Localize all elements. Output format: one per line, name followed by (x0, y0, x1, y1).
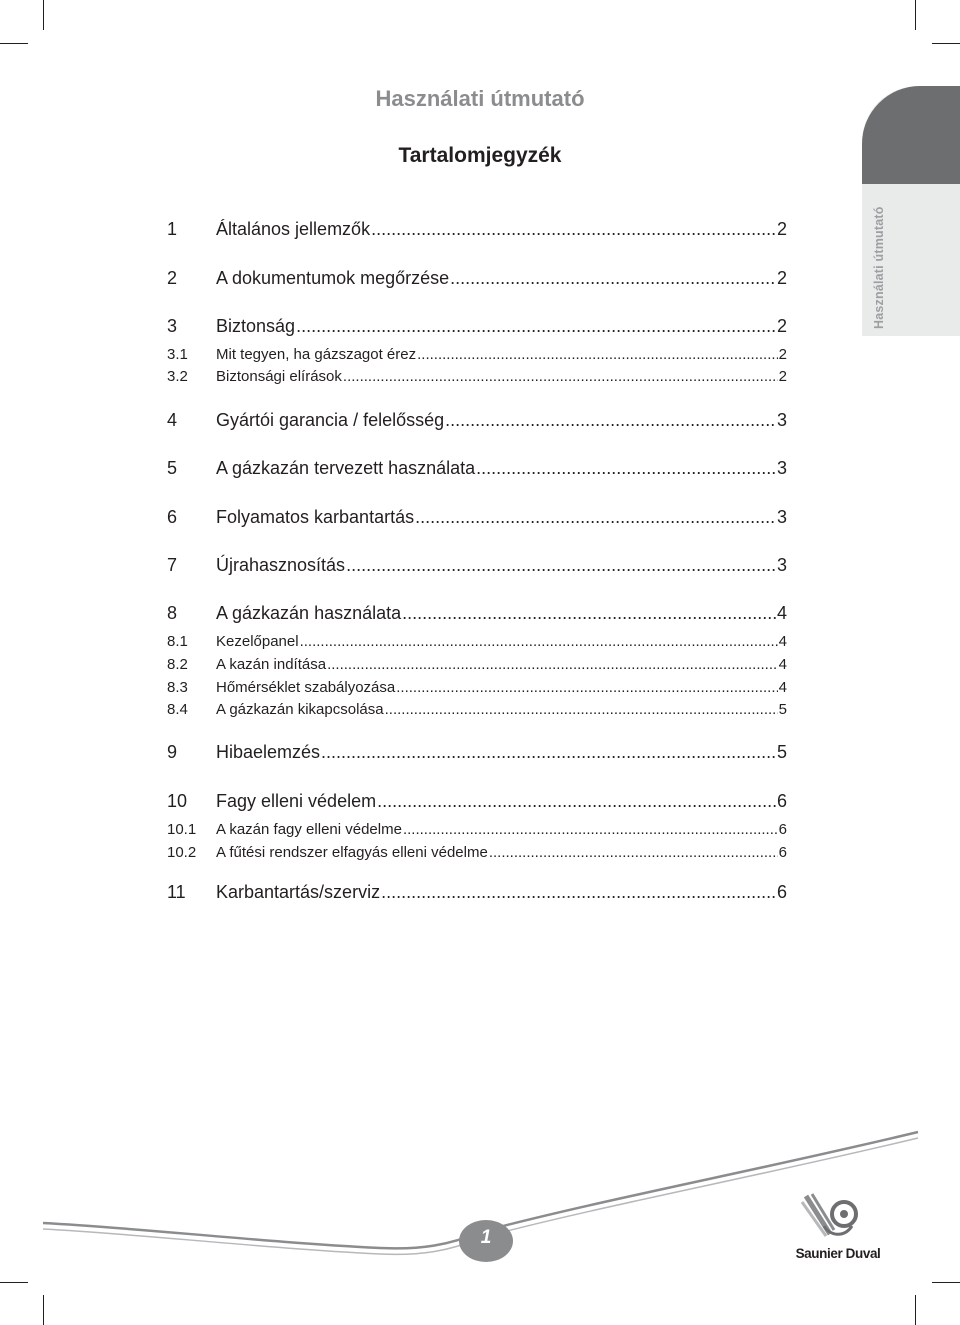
toc-leader-dots (343, 368, 778, 385)
toc-leader-dots (300, 633, 778, 650)
toc-entry-page: 3 (776, 555, 787, 575)
toc-entry-number: 3 (167, 316, 178, 336)
toc-entry-page: 5 (778, 701, 787, 718)
toc-entry-page: 6 (778, 844, 787, 861)
side-tab-label: Használati útmutató (872, 206, 886, 329)
toc-entry (167, 656, 787, 673)
toc-leader-dots (489, 844, 778, 861)
toc-entry (167, 458, 787, 479)
toc-leader-dots (346, 555, 776, 576)
toc-entry-label: A gázkazán használata (216, 603, 402, 623)
toc-leader-dots (396, 679, 777, 696)
toc-entry-number: 10.1 (167, 821, 197, 838)
toc-entry-page: 4 (778, 656, 787, 673)
toc-entry-label: A kazán indítása (216, 656, 327, 673)
toc-entry-label: A fűtési rendszer elfagyás elleni védelme (216, 844, 488, 861)
toc-entry (167, 268, 787, 289)
toc-entry-number: 8.4 (167, 701, 188, 718)
toc-entry-label: A gázkazán tervezett használata (216, 458, 476, 478)
toc-entry (167, 346, 787, 363)
toc-entry-number: 1 (167, 219, 178, 239)
toc-entry (167, 555, 787, 576)
toc-entry-number: 10 (167, 791, 188, 811)
toc-leader-dots (385, 701, 778, 718)
toc-leader-dots (327, 656, 778, 673)
toc-entry (167, 507, 787, 528)
toc-entry-label: Kezelőpanel (216, 633, 299, 650)
toc-entry-label: Biztonság (216, 316, 296, 336)
toc-entry-number: 6 (167, 507, 178, 527)
toc-entry-label: Folyamatos karbantartás (216, 507, 415, 527)
toc-entry (167, 791, 787, 812)
toc-entry-page: 3 (776, 458, 787, 478)
toc-entry-number: 9 (167, 742, 178, 762)
toc-entry-number: 8 (167, 603, 178, 623)
toc-entry-number: 8.2 (167, 656, 188, 673)
brand-name: Saunier Duval (795, 1246, 881, 1261)
toc-entry (167, 219, 787, 240)
page-number: 1 (480, 1227, 492, 1248)
toc-entry-number: 10.2 (167, 844, 197, 861)
toc-leader-dots (415, 507, 776, 528)
toc-entry-page: 2 (776, 268, 787, 288)
toc-entry (167, 844, 787, 861)
toc-entry-label: A gázkazán kikapcsolása (216, 701, 384, 718)
toc-entry-number: 2 (167, 268, 178, 288)
toc-entry (167, 882, 787, 903)
toc-entry-page: 4 (778, 679, 787, 696)
toc-entry (167, 742, 787, 763)
toc-leader-dots (377, 791, 776, 812)
page-header-title: Használati útmutató (375, 86, 585, 111)
toc-entry-page: 6 (778, 821, 787, 838)
toc-entry-label: Gyártói garancia / felelősség (216, 410, 445, 430)
toc-entry (167, 316, 787, 337)
toc-entry-page: 6 (776, 882, 787, 902)
toc-entry-page: 4 (776, 603, 787, 623)
toc-entry-number: 11 (167, 882, 186, 902)
toc-leader-dots (402, 603, 776, 624)
toc-entry-label: Újrahasznosítás (216, 555, 346, 575)
toc-leader-dots (403, 821, 778, 838)
saunier-duval-logo-icon (800, 1190, 862, 1242)
toc-entry-page: 2 (776, 316, 787, 336)
toc-entry-page: 3 (776, 507, 787, 527)
toc-entry-number: 8.3 (167, 679, 188, 696)
toc-entry (167, 603, 787, 624)
toc-leader-dots (296, 316, 776, 337)
toc-entry-label: Hibaelemzés (216, 742, 321, 762)
toc-leader-dots (321, 742, 776, 763)
toc-entry (167, 410, 787, 431)
toc-entry-page: 2 (778, 368, 787, 385)
toc-entry-page: 3 (776, 410, 787, 430)
toc-entry (167, 679, 787, 696)
toc-entry-label: Fagy elleni védelem (216, 791, 377, 811)
toc-entry-page: 2 (776, 219, 787, 239)
toc-entry-number: 7 (167, 555, 178, 575)
toc-entry (167, 368, 787, 385)
toc-leader-dots (445, 410, 776, 431)
toc-entry (167, 701, 787, 718)
toc-entry-number: 3.2 (167, 368, 188, 385)
toc-entry-page: 4 (778, 633, 787, 650)
toc-entry-label: A dokumentumok megőrzése (216, 268, 450, 288)
toc-entry-label: Hőmérséklet szabályozása (216, 679, 396, 696)
toc-entry-page: 6 (776, 791, 787, 811)
toc-entry-page: 2 (778, 346, 787, 363)
toc-entry (167, 821, 787, 838)
toc-entry-label: Mit tegyen, ha gázszagot érez (216, 346, 417, 363)
toc-entry-number: 3.1 (167, 346, 188, 363)
toc-entry-label: Karbantartás/szerviz (216, 882, 381, 902)
toc-entry-label: Biztonsági elírások (216, 368, 342, 385)
toc-leader-dots (476, 458, 776, 479)
toc-entry-number: 5 (167, 458, 178, 478)
toc-entry-number: 8.1 (167, 633, 188, 650)
toc-entry-page: 5 (776, 742, 787, 762)
toc-entry-number: 4 (167, 410, 178, 430)
toc-entry-label: Általános jellemzők (216, 219, 371, 239)
toc-entry-label: A kazán fagy elleni védelme (216, 821, 402, 838)
toc-leader-dots (381, 882, 776, 903)
toc-entry (167, 633, 787, 650)
toc-leader-dots (417, 346, 778, 363)
toc-leader-dots (450, 268, 776, 289)
toc-leader-dots (371, 219, 776, 240)
toc-title: Tartalomjegyzék (398, 144, 562, 167)
